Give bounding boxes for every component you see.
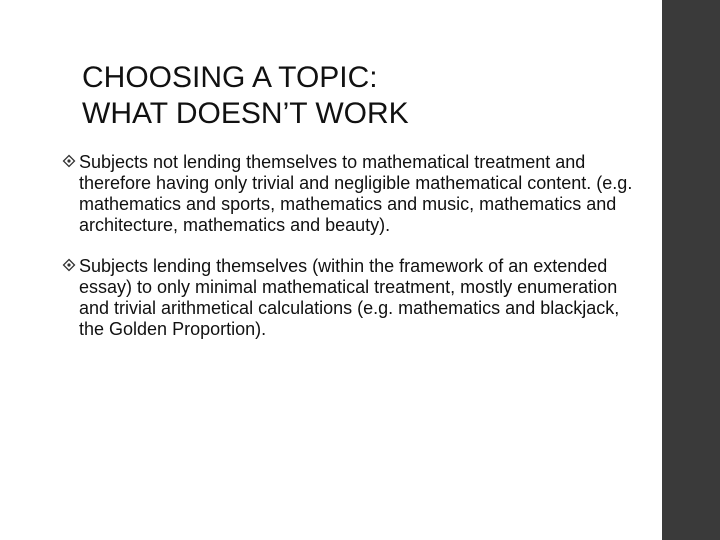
bullet-item [62, 152, 642, 236]
bullet-text: Subjects lending themselves (within the framework of an extended essay) to only minimal mathematical treatment, mostly enumeration and trivial arithmetical calculations (e.g. mathematics and blackjack, the Golden Proportion). [79, 256, 620, 339]
diamond-bullet-icon [62, 258, 76, 272]
side-accent-bar [662, 0, 720, 540]
bullet-list [62, 152, 642, 360]
slide-title-line-2: WHAT DOESN’T WORK [82, 97, 409, 130]
diamond-bullet-icon [62, 154, 76, 168]
slide-title [82, 60, 622, 132]
bullet-item [62, 256, 642, 340]
bullet-text: Subjects not lending themselves to mathematical treatment and therefore having only trivial and negligible mathematical content. (e.g. mathematics and sports, mathematics and music, mathematics and architecture, mathematics and beauty). [79, 152, 633, 235]
slide-title-line-1: CHOOSING A TOPIC: [82, 61, 378, 94]
